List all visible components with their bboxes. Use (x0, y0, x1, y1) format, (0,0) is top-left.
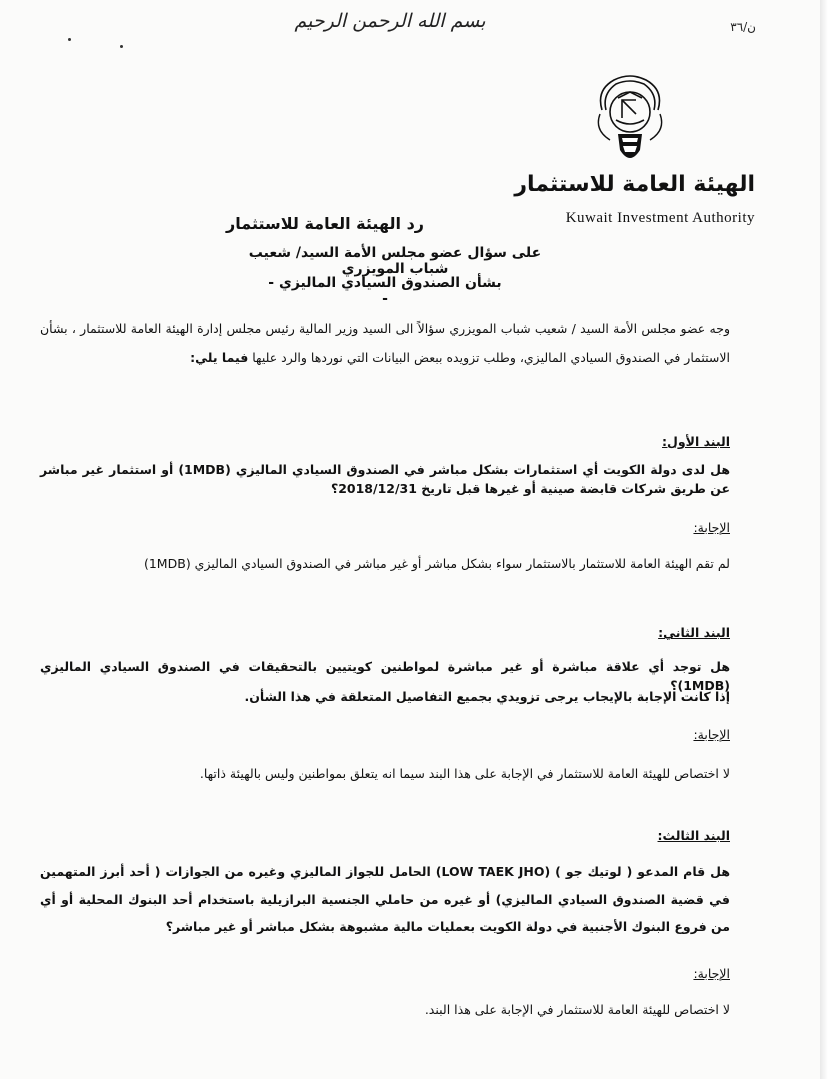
organization-name-arabic: الهيئة العامة للاستثمار (514, 172, 755, 197)
item-3-heading: البند الثالث: (657, 828, 730, 843)
item-2-question: هل توجد أي علاقة مباشرة أو غير مباشرة لمواطنين كويتيين بالتحقيقات في الصندوق السيادي الماليزي (1MDB)؟ (40, 659, 730, 694)
reference-number: ن/٣٦ (730, 20, 756, 34)
item-1-heading: البند الأول: (662, 434, 730, 449)
item-1-answer: لم تقم الهيئة العامة للاستثمار بالاستثمار سواء بشكل مباشر أو غير مباشر في الصندوق السيادي الماليزي (1MDB) (143, 556, 730, 571)
scan-speck (68, 38, 71, 41)
page-edge-shadow (820, 0, 828, 1079)
item-2-question-followup: إذا كانت الإجابة بالإيجاب يرجى تزويدي بجميع التفاصيل المتعلقة في هذا الشأن. (244, 689, 730, 704)
item-3-answer-label: الإجابة: (693, 966, 730, 981)
basmala: بسم الله الرحمن الرحيم (294, 10, 486, 32)
document-title: رد الهيئة العامة للاستثمار (226, 214, 424, 233)
item-3-answer: لا اختصاص للهيئة العامة للاستثمار في الإجابة على هذا البند. (424, 1002, 730, 1017)
intro-tail: فيما يلي: (190, 350, 249, 366)
intro-text: وجه عضو مجلس الأمة السيد / شعيب شباب المويزري سؤالاً الى السيد وزير المالية رئيس مجلس إدارة الهيئة العامة للاستثمار ، بشأن الاستثمار في الصندوق السيادي الماليزي، وطلب تزويده ببعض البيانات التي نوردها والرد عليها (40, 321, 730, 366)
item-2-answer-label: الإجابة: (693, 727, 730, 742)
document-subtitle: على سؤال عضو مجلس الأمة السيد/ شعيب شباب المويزري (248, 245, 542, 277)
item-1-answer-label: الإجابة: (693, 520, 730, 535)
document-topic: - بشأن الصندوق السيادي الماليزي - (268, 275, 502, 307)
kuwait-emblem-icon (592, 70, 668, 174)
intro-paragraph (40, 314, 730, 373)
item-2-heading: البند الثاني: (658, 625, 730, 640)
scan-speck (120, 45, 123, 48)
organization-name-english: Kuwait Investment Authority (565, 210, 755, 226)
item-2-answer: لا اختصاص للهيئة العامة للاستثمار في الإجابة على هذا البند سيما انه يتعلق بمواطنين وليس بالهيئة ذاتها. (199, 766, 730, 781)
item-1-question: هل لدى دولة الكويت أي استثمارات بشكل مباشر في الصندوق السيادي الماليزي (1MDB) أو استثمار غير مباشر عن طريق شركات قابضة صينية أو غيرها قبل تاريخ 2018/12/31؟ (40, 462, 730, 497)
item-3-question: هل قام المدعو ( لوتيك جو ) (LOW TAEK JHO) الحامل للجواز الماليزي وغيره من الجوازات ( أحد أبرز المتهمين في قضية الصندوق السيادي الماليزي) أو غيره من حاملي الجنسية البرازيلية باستخدام أحد البنوك المحلية أو أي من فروع البنوك الأجنبية في دولة الكويت بعمليات مالية مشبوهة بشكل مباشر أو غير مباشر؟ (40, 864, 730, 934)
